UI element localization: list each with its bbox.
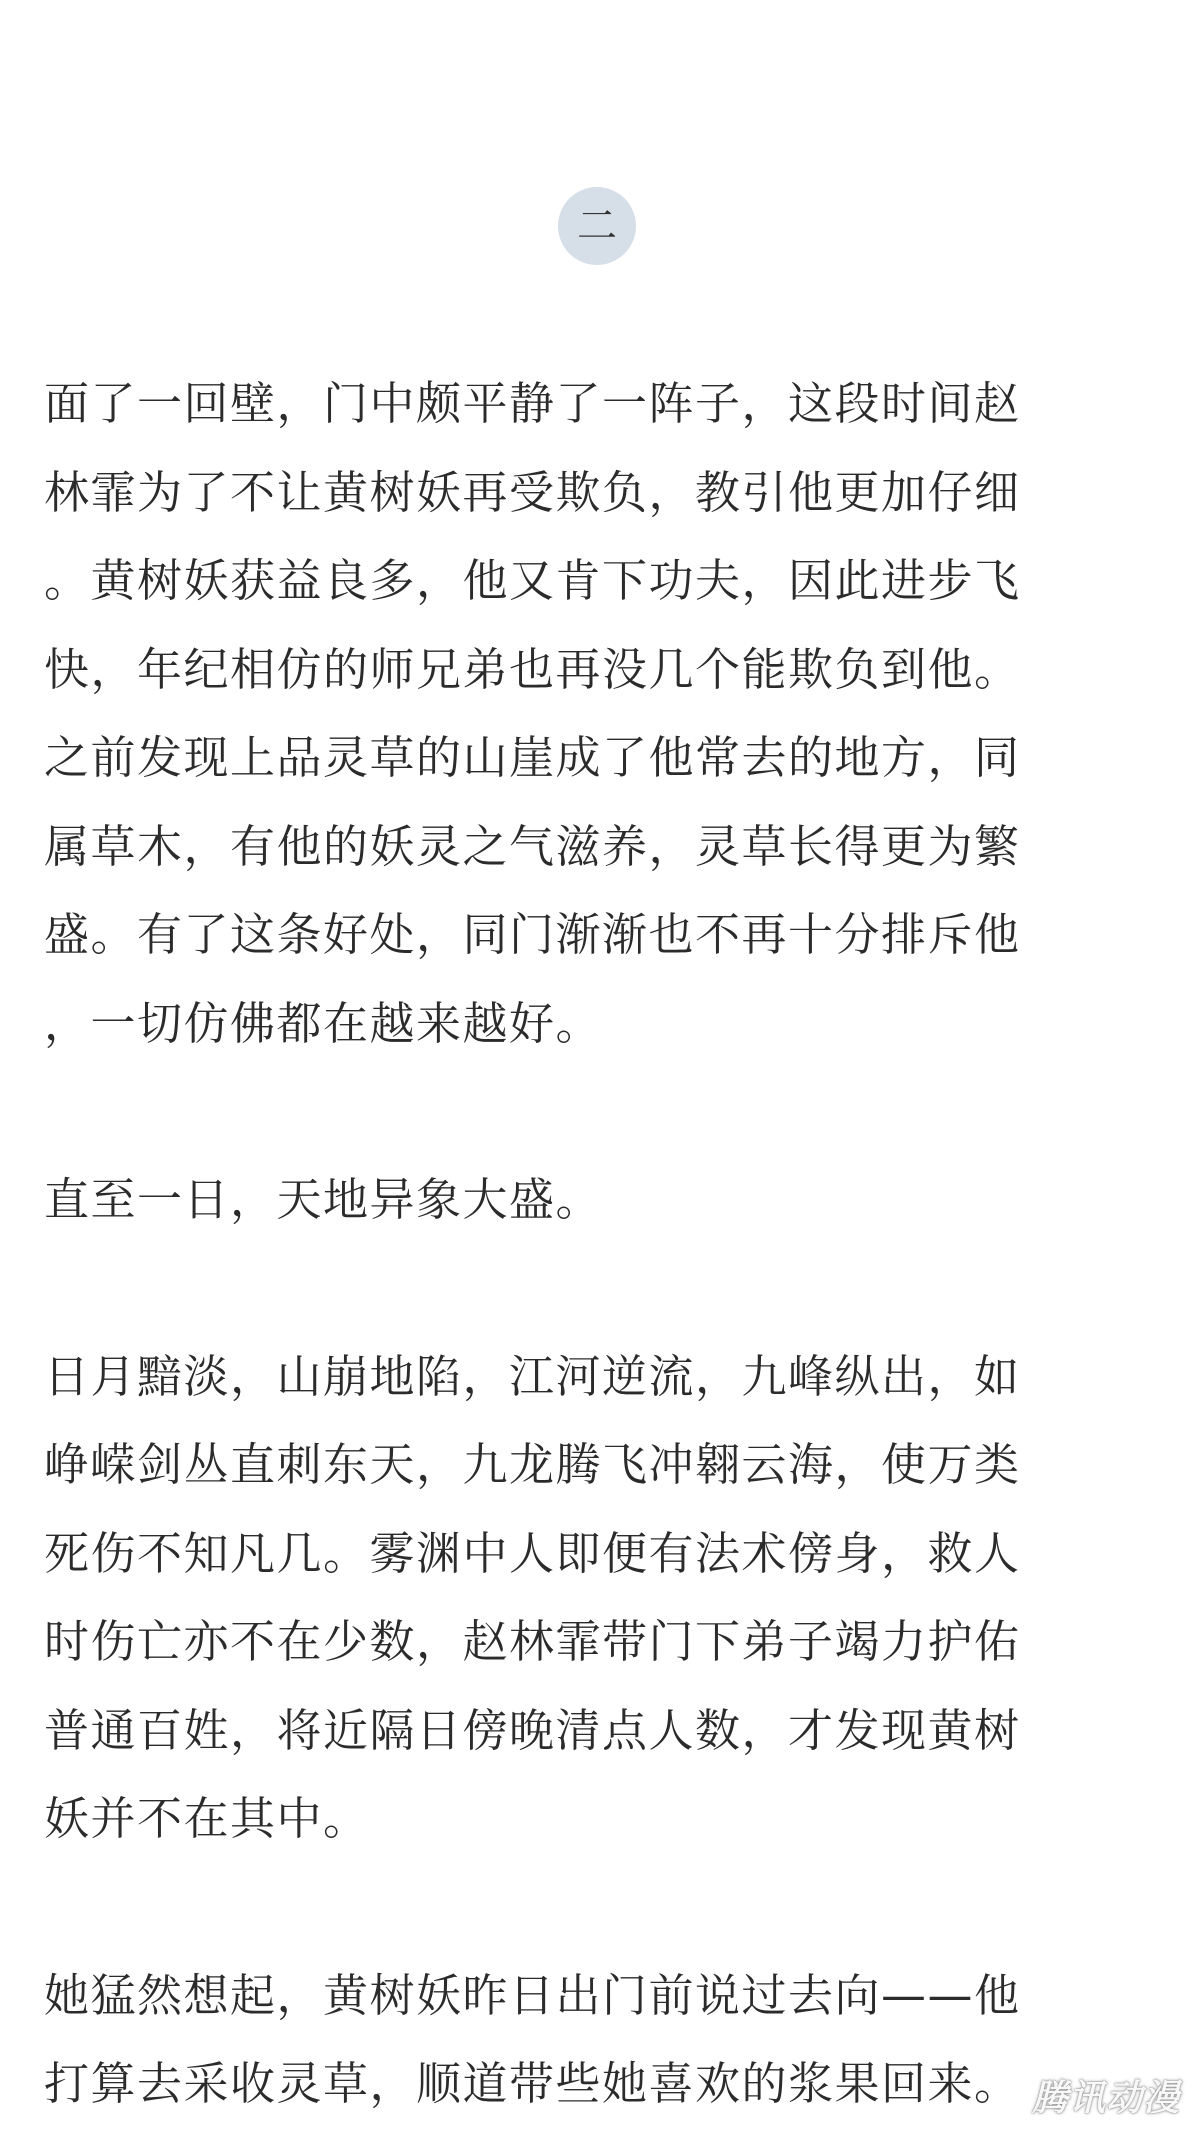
- chapter-number-badge: [558, 187, 636, 265]
- paragraph: 她猛然想起，黄树妖昨日出门前说过去向——他 打算去采收灵草，顺道带些她喜欢的浆果回来。: [44, 1968, 1021, 2110]
- chapter-number-label: 二: [577, 203, 617, 249]
- watermark-logo: 腾讯动漫: [1031, 2078, 1180, 2119]
- paragraph: 面了一回壁，门中颇平静了一阵子，这段时间赵 林霏为了不让黄树妖再受欺负，教引他更加仔细 。黄树妖获益良多，他又肯下功夫，因此进步飞 快，年纪相仿的师兄弟也再没几个能欺负到他。 之前发现上品灵草的山崖成了他常去的地方，同 属草木，有他的妖灵之气滋养，灵草长得更为繁 盛。有了这条好处，同门渐渐也不再十分排斥他 ，一切仿佛都在越来越好。: [44, 377, 1021, 1050]
- paragraph: 直至一日，天地异象大盛。: [44, 1173, 603, 1226]
- story-text: [44, 360, 1156, 2129]
- paragraph: 日月黯淡，山崩地陷，江河逆流，九峰纵出，如 峥嵘剑丛直刺东天，九龙腾飞冲翱云海，使万类 死伤不知凡几。雾渊中人即便有法术傍身，救人 时伤亡亦不在少数，赵林霏带门下弟子竭力护佑 普通百姓，将近隔日傍晚清点人数，才发现黄树 妖并不在其中。: [44, 1349, 1021, 1845]
